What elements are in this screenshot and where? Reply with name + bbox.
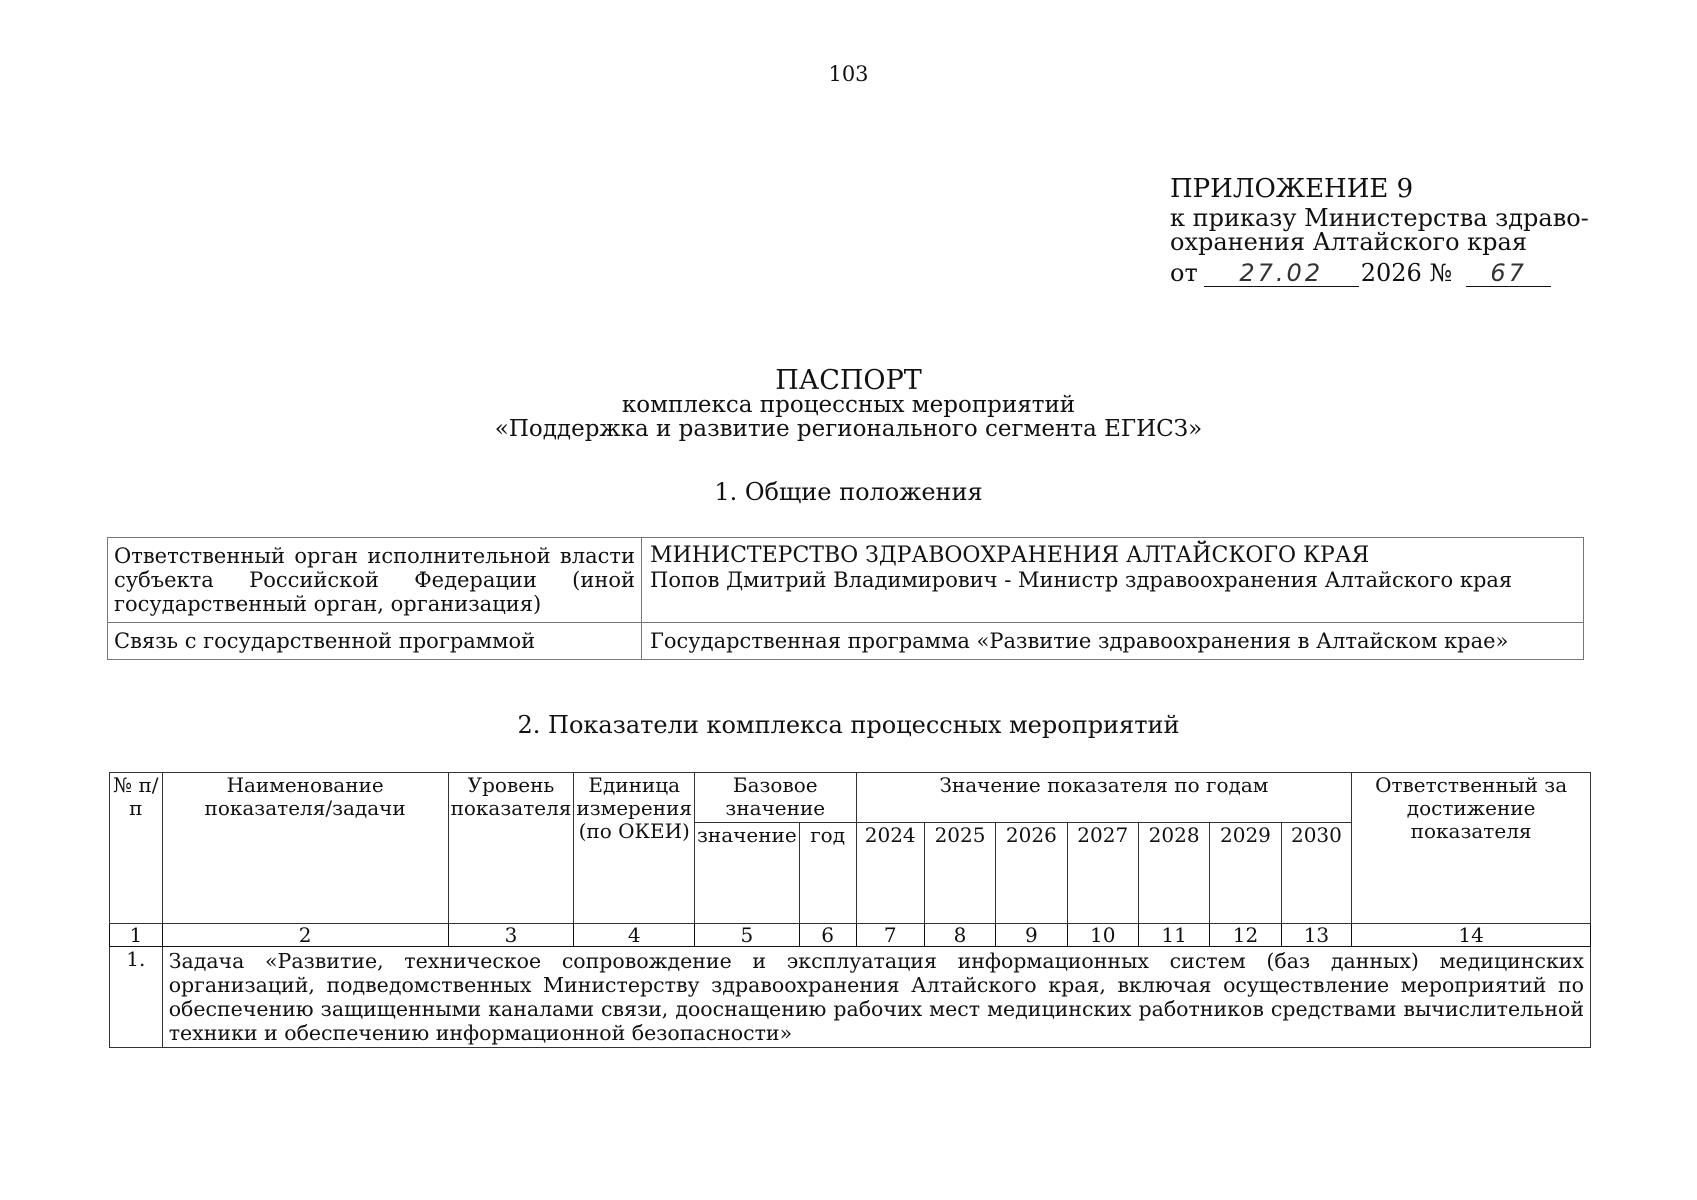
appendix-line-3: охранения Алтайского края bbox=[1170, 228, 1527, 256]
header-year: 2026 bbox=[996, 823, 1067, 924]
column-numbers-row bbox=[110, 924, 1591, 947]
header-year: 2030 bbox=[1281, 823, 1352, 924]
header-base-value: значение bbox=[694, 823, 799, 924]
header-base: Базовое значение bbox=[694, 773, 856, 823]
column-number: 9 bbox=[996, 924, 1067, 947]
column-number: 14 bbox=[1352, 924, 1591, 947]
minister-name: Попов Дмитрий Владимирович - Министр здравоохранения Алтайского края bbox=[650, 568, 1513, 592]
appendix-title: ПРИЛОЖЕНИЕ 9 bbox=[1170, 174, 1414, 204]
task-number: 1. bbox=[110, 947, 163, 1048]
table-row bbox=[108, 538, 1584, 623]
page-number: 103 bbox=[828, 62, 869, 86]
column-number: 4 bbox=[574, 924, 695, 947]
header-row-1 bbox=[110, 773, 1591, 823]
header-responsible: Ответственный за достижение показателя bbox=[1352, 773, 1591, 924]
section-1-title: 1. Общие положения bbox=[714, 478, 983, 506]
task-text: Задача «Развитие, техническое сопровождение и эксплуатация информационных систем (баз данных) медицинских организаций, подведомственных Министерству здравоохранения Алтайского края, включая осуществление мероприятий по обеспечению защищенными каналами связи, дооснащению рабочих мест медицинских работников средствами вычислительной техники и обеспечению информационной безопасности» bbox=[162, 947, 1590, 1048]
column-number: 8 bbox=[924, 924, 995, 947]
order-year: 2026 № bbox=[1360, 259, 1453, 287]
column-number: 1 bbox=[110, 924, 163, 947]
general-provisions-table bbox=[107, 537, 1584, 660]
header-num: № п/п bbox=[110, 773, 163, 924]
appendix-block bbox=[1170, 176, 1589, 287]
responsible-value bbox=[642, 538, 1584, 623]
column-number: 10 bbox=[1067, 924, 1138, 947]
date-prefix: от bbox=[1170, 259, 1198, 287]
responsible-label: Ответственный орган исполнительной власти субъекта Российской Федерации (иной государственный орган, организация) bbox=[108, 538, 642, 623]
header-year: 2029 bbox=[1210, 823, 1281, 924]
program-link-label: Связь с государственной программой bbox=[108, 623, 642, 660]
ministry-name: МИНИСТЕРСТВО ЗДРАВООХРАНЕНИЯ АЛТАЙСКОГО КРАЯ bbox=[650, 543, 1370, 568]
column-number: 11 bbox=[1138, 924, 1209, 947]
header-year: 2025 bbox=[924, 823, 995, 924]
passport-subtitle-1: комплекса процессных мероприятий bbox=[621, 392, 1076, 418]
column-number: 7 bbox=[856, 924, 924, 947]
header-year: 2024 bbox=[856, 823, 924, 924]
appendix-line-2: к приказу Министерства здраво- bbox=[1170, 204, 1589, 232]
table-row bbox=[108, 623, 1584, 660]
appendix-date-line bbox=[1170, 260, 1589, 287]
column-number: 6 bbox=[799, 924, 856, 947]
header-base-year: год bbox=[799, 823, 856, 924]
column-number: 5 bbox=[694, 924, 799, 947]
header-name: Наименование показателя/задачи bbox=[162, 773, 448, 924]
column-number: 3 bbox=[448, 924, 574, 947]
header-unit: Единица измерения (по ОКЕИ) bbox=[574, 773, 695, 924]
column-number: 2 bbox=[162, 924, 448, 947]
handwritten-order-number: 67 bbox=[1466, 260, 1551, 287]
column-number: 13 bbox=[1281, 924, 1352, 947]
passport-title: ПАСПОРТ bbox=[775, 365, 922, 396]
handwritten-date: 27.02 bbox=[1204, 260, 1359, 287]
section-2-title: 2. Показатели комплекса процессных мероприятий bbox=[517, 711, 1180, 739]
column-number: 12 bbox=[1210, 924, 1281, 947]
indicators-table bbox=[109, 772, 1591, 1048]
header-year: 2028 bbox=[1138, 823, 1209, 924]
header-year: 2027 bbox=[1067, 823, 1138, 924]
passport-subtitle-2: «Поддержка и развитие регионального сегмента ЕГИСЗ» bbox=[494, 416, 1203, 442]
header-level: Уровень показателя bbox=[448, 773, 574, 924]
task-row bbox=[110, 947, 1591, 1048]
program-link-value: Государственная программа «Развитие здравоохранения в Алтайском крае» bbox=[642, 623, 1584, 660]
header-years-group: Значение показателя по годам bbox=[856, 773, 1352, 823]
